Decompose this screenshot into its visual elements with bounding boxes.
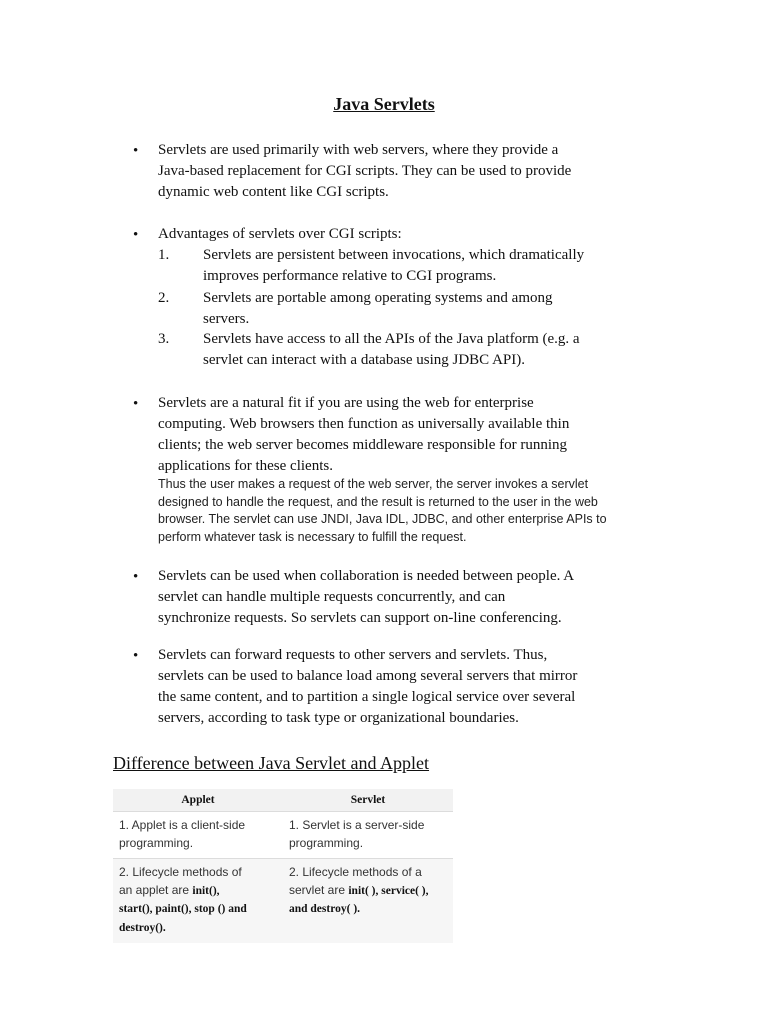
cell-line: 1. Applet is a client-side — [119, 818, 246, 832]
text-line: servlets can be used to balance load among several servers that mirror — [158, 668, 578, 684]
table-header-row — [113, 789, 453, 812]
text-line: perform whatever task is necessary to fulfill the request. — [158, 529, 467, 544]
text-line: the same content, and to partition a single logical service over several — [158, 689, 576, 705]
table-cell-servlet — [283, 812, 453, 859]
column-header-servlet: Servlet — [283, 789, 453, 812]
cell-line — [289, 882, 447, 901]
sub-paragraph — [158, 476, 658, 546]
table-row — [113, 859, 453, 944]
text-line: improves performance relative to CGI programs. — [203, 268, 497, 284]
bullet-paragraph-4 — [158, 566, 658, 629]
method-names: start(), paint(), stop () and — [119, 903, 247, 915]
text-line: applications for these clients. — [158, 458, 333, 474]
method-names: destroy(). — [119, 921, 166, 934]
numbered-item-2 — [203, 288, 663, 330]
bullet-paragraph-3 — [158, 393, 658, 477]
cell-line — [119, 919, 277, 938]
cell-line — [119, 900, 277, 919]
column-header-applet: Applet — [113, 789, 283, 812]
numbered-item-3 — [203, 329, 663, 371]
cell-line: 1. Servlet is a server-side — [289, 818, 425, 832]
cell-line — [289, 900, 447, 919]
text-line: Servlets can be used when collaboration is needed between people. A — [158, 568, 575, 584]
cell-line — [119, 882, 277, 901]
text-line: Servlets are used primarily with web servers, where they provide a — [158, 142, 559, 158]
cell-line: programming. — [119, 835, 194, 850]
text-line: servers, according to task type or organizational boundaries. — [158, 710, 519, 726]
text-line: servlet can handle multiple requests concurrently, and can — [158, 589, 506, 605]
bullet-icon: • — [133, 143, 139, 159]
text-line: Servlets can forward requests to other servers and servlets. Thus, — [158, 647, 548, 663]
bullet-icon: • — [133, 648, 139, 664]
table-cell-applet — [113, 812, 283, 859]
text-line: servlet can interact with a database using JDBC API). — [203, 352, 526, 368]
text-line: Servlets are portable among operating systems and among — [203, 290, 553, 306]
section-heading: Difference between Java Servlet and Applet — [113, 753, 430, 773]
text-line: synchronize requests. So servlets can support on-line conferencing. — [158, 610, 562, 626]
bullet-icon: • — [133, 227, 139, 243]
table-cell-servlet — [283, 859, 453, 944]
cell-line: programming. — [289, 835, 364, 850]
text-line: Servlets have access to all the APIs of the Java platform (e.g. a — [203, 331, 580, 347]
text-line: Thus the user makes a request of the web server, the server invokes a servlet — [158, 477, 589, 491]
text-line: dynamic web content like CGI scripts. — [158, 184, 389, 200]
text-line: designed to handle the request, and the result is returned to the user in the web — [158, 494, 598, 509]
text-line: computing. Web browsers then function as universally available thin — [158, 416, 570, 432]
cell-text: servlet are — [289, 882, 349, 897]
cell-text: an applet are — [119, 882, 193, 897]
bullet-icon: • — [133, 396, 139, 412]
numbered-item-1 — [203, 245, 663, 287]
method-names: and destroy( ). — [289, 903, 361, 915]
table-row — [113, 812, 453, 859]
list-number-2: 2. — [158, 290, 170, 306]
text-line: Servlets are persistent between invocations, which dramatically — [203, 247, 585, 263]
text-line: clients; the web server becomes middleware responsible for running — [158, 437, 568, 453]
bullet-icon: • — [133, 569, 139, 585]
list-number-3: 3. — [158, 331, 170, 347]
document-title: Java Servlets — [333, 94, 435, 114]
text-line: Servlets are a natural fit if you are using the web for enterprise — [158, 395, 534, 411]
method-names: init(), — [192, 884, 220, 897]
bullet-paragraph-1 — [158, 140, 658, 203]
bullet-paragraph-5 — [158, 645, 658, 729]
text-line: servers. — [203, 311, 250, 327]
text-line: browser. The servlet can use JNDI, Java IDL, JDBC, and other enterprise APIs to — [158, 512, 607, 526]
comparison-table — [113, 789, 453, 943]
bullet-advantages-intro: Advantages of servlets over CGI scripts: — [158, 226, 402, 242]
list-number-1: 1. — [158, 247, 170, 263]
text-line: Java-based replacement for CGI scripts. They can be used to provide — [158, 163, 572, 179]
table-cell-applet — [113, 859, 283, 944]
method-names: init( ), service( ), — [348, 884, 429, 897]
cell-line: 2. Lifecycle methods of — [119, 865, 242, 879]
cell-line: 2. Lifecycle methods of a — [289, 865, 422, 879]
